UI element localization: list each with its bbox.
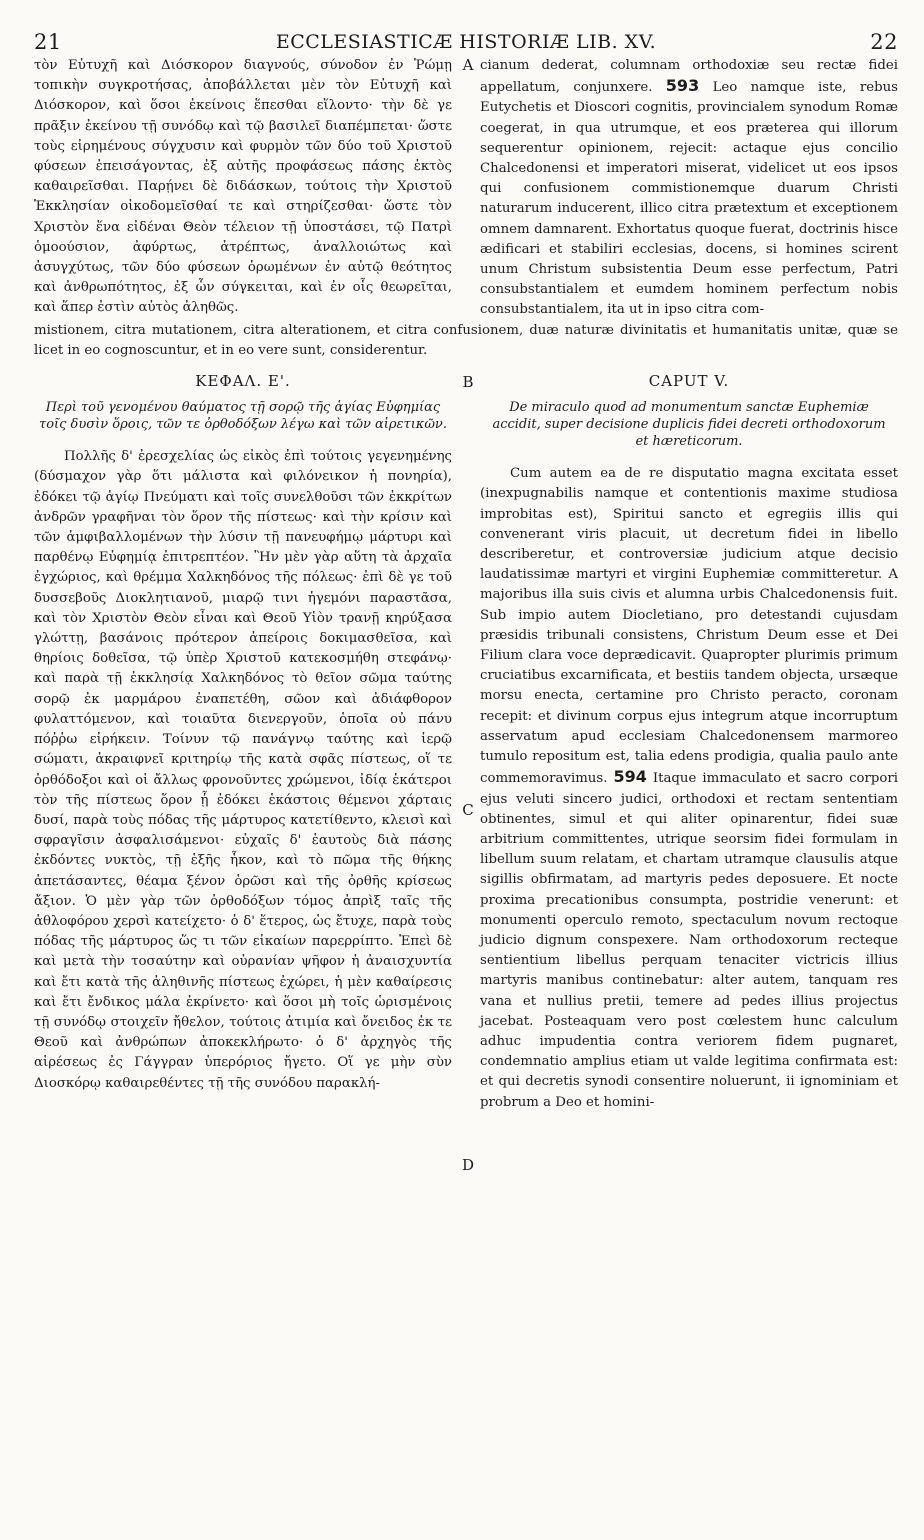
margin-letter-c: C <box>462 801 474 820</box>
page-number-left: 21 <box>34 30 62 54</box>
greek-text-top: τὸν Εὐτυχῆ καὶ Διόσκορον διαγνούς, σύνοδον ἐν Ῥώμῃ τοπικὴν συγκροτήσας, ἀποβάλλεται μὲν τὸν Εὐτυχῆ καὶ Διόσκορον, καὶ ὅσοι ἐκείνοις ἕπεσθαι εἵλοντο· τὴν δὲ γε πρᾶξιν ἐκείνου τῇ συνόδῳ καὶ τῷ βασιλεῖ διαπέμπεται· ὥστε τοὺς εἰρημένους σύγχυσιν καὶ φυρμὸν τῶν δύο τοῦ Χριστοῦ φύσεων ἐπεισάγοντας, ἐξ αὐτῆς προφάσεως πάσης ἐκτὸς καθαιρεῖσθαι. Παρῄνει δὲ διδάσκων, τούτοις τὴν Χριστοῦ Ἐκκλησίαν οἰκοδομεῖσθαί τε καὶ στηρίζεσθαι· ὥστε τὸν Χριστὸν ἕνα εἰδέναι Θεὸν τέλειον τῇ ὑποστάσει, τῷ Πατρὶ ὁμοούσιον, ἀφύρτως, ἀτρέπτως, ἀναλλοιώτως καὶ ἀσυγχύτως, τῶν δύο φύσεων ὁρωμένων ἐν αὐτῷ θεότητος καὶ ἀνθρωπότητος, ἐξ ὧν σύγκειται, καὶ ἐν οἷς θεωρεῖται, καὶ ἅπερ ἐστὶν αὐτὸς ἀληθῶς. <box>34 58 452 316</box>
latin-column-chapter <box>464 361 898 1113</box>
latin-chapter-text-2: Itaque immaculato et sacro corpori ejus veluti sincero judici, orthodoxi et rectam sententiam obtinentes, simul et qui aliter opinarentur, fidei suæ arbitrium committentes, utrique seorsim fidei formulam in libellum suum relatam, et chartam utramque clausulis atque sigillis obfirmatam, ad martyris pedes deposuere. Et nocte proxima precationibus consumpta, postridie venerunt: et monumenti operculo remoto, spectaculum novum rectoque judicio dignum conspexere. Nam orthodoxorum recteque sentientium libellus perquam tenaciter victricis illius martyris manibus continebatur: alter autem, tanquam res vana et nullius pretii, temere ad pedes illius projectus jacebat. Posteaquam vero post cœlestem hunc calculum adhuc impudentia contra veriorem fidem pugnaret, condemnatio amplius etiam ut valde legitima confirmata est: et qui decretis synodi consentire noluerunt, ii ignominiam et probrum a Deo et homini- <box>480 771 898 1110</box>
top-columns <box>34 56 898 321</box>
full-width-text <box>34 321 898 361</box>
latin-paragraph-top <box>480 56 898 321</box>
greek-chapter-subtitle: Περὶ τοῦ γενομένου θαύματος τῇ σορῷ τῆς ἁγίας Εὐφημίας τοῖς δυσὶν ὅροις, τῶν τε ὀρθοδόξων λέγω καὶ τῶν αἱρετικῶν. <box>39 400 447 433</box>
latin-text-top-1: cianum dederat, columnam orthodoxiæ seu rectæ fidei appellatum, conjunxere. <box>480 58 898 96</box>
latin-column-top <box>464 56 898 321</box>
greek-chapter-text: Πολλῆς δ' ἐρεσχελίας ὡς εἰκὸς ἐπὶ τούτοις γεγενημένης (δύσμαχον γὰρ ὅτι μάλιστα καὶ φιλόνεικον ἡ πονηρία), ἐδόκει τῷ ἁγίῳ Πνεύματι καὶ τοῖς συνελθοῦσι τῶν ἐκκρίτων ἀνδρῶν γραφῆναι τὸν ὅρον τῆς πίστεως· καὶ τὴν κρίσιν καὶ τῶν ἀμφιβαλλομένων τὴν λύσιν τῇ πανευφήμῳ μάρτυρι καὶ παρθένῳ Εὐφημίᾳ ἐπιτρεπτέον. Ἣν μὲν γὰρ αὕτη τὰ ἀρχαῖα ἐγχώριος, καὶ θρέμμα Χαλκηδόνος τῆς πόλεως· ἐπὶ δὲ γε τοῦ δυσσεβοῦς Διοκλητιανοῦ, μιαρῷ τινι ἡγεμόνι παραστᾶσα, καὶ τὸν Χριστὸν Θεὸν εἶναι καὶ Θεοῦ Υἱὸν τρανῇ κηρύξασα γλώττῃ, βασάνοις πρότερον ἀπείροις δοκιμασθεῖσα, καὶ θηρίοις δοθεῖσα, τῷ ὑπὲρ Χριστοῦ κατεκοσμήθη στεφάνῳ· καὶ παρὰ τῇ ἐκκλησίᾳ Χαλκηδόνος τὸ θεῖον σῶμα ταύτης σορῷ ἐκ μαρμάρου ἐναπετέθη, σῶον καὶ ἀδιάφθορον φυλαττόμενον, καὶ τοιαῦτα διενεργοῦν, ὁποῖα οὐ πάνυ πόῤῥω εἰρήκειν. Τοίνυν τῷ πανάγνῳ ταύτης καὶ ἱερῷ σώματι, ἀκραιφνεῖ κριτηρίῳ τῆς κατὰ σφᾶς πίστεως, οἵ τε ὀρθόδοξοι καὶ οἱ ἄλλως φρονοῦντες χρώμενοι, ἰδίᾳ ἑκάτεροι τὸν τῆς πίστεως ὅρον ᾗ ἐδόκει ἑκάστοις θέμενοι χάρταις δυσί, παρὰ τοὺς πόδας τῆς μάρτυρος κατετίθεντο, κλεισὶ καὶ σφραγῖσιν ἀσφαλισάμενοι· εὐχαῖς δ' ἑαυτοὺς διὰ πάσης ἐκδόντες νυκτὸς, τῇ ἑξῆς ἧκον, καὶ τὸ πῶμα τῆς θήκης ἀπετάσαντες, θέαμα ξένον ὁρῶσι καὶ τῆς ὀρθῆς κρίσεως ἄξιον. Ὁ μὲν γὰρ τῶν ὀρθοδόξων τόμος ἀπρὶξ ταῖς τῆς ἀθλοφόρου χερσὶ κατείχετο· ὁ δ' ἕτερος, ὡς ἔτυχε, παρὰ τοὺς πόδας τῆς μάρτυρος ὥς τι τῶν εἰκαίων παρερρίπτο. Ἐπεὶ δὲ καὶ μετὰ τὴν τοσαύτην καὶ οὐρανίαν ψῆφον ἡ ἀναισχυντία καὶ ἔτι κατὰ τῆς ἀληθινῆς πίστεως ἐχώρει, ἡ μὲν καθαίρεσις καὶ ἔτι ἔνδικος μάλα ἐκρίνετο· καὶ ὅσοι μὴ τοῖς ὡρισμένοις τῇ συνόδῳ στοιχεῖν ἤθελον, τούτοις ἀτιμία καὶ ὄνειδος ἐκ τε Θεοῦ καὶ ἀνθρώπων ἀποκεκλήρωτο· ὁ δ' ἀρχηγὸς τῆς αἱρέσεως ἐς Γάγγραν ὑπερόριος ἤγετο. Οἵ γε μὴν σὺν Διοσκόρῳ καθαιρεθέντες τῇ τῆς συνόδου παρακλή- <box>34 449 452 1091</box>
chapter-columns <box>34 361 898 1175</box>
latin-text-top-2: Leo namque iste, rebus Eutychetis et Dioscori cognitis, provincialem synodum Romæ coegerat, in qua utrumque, et eos præterea qui illorum sequerentur opinionem, rejecit: actaque ejus concilio Chalcedonensi et imperatori miserat, videlicet ut eos ipsos qui confusionem commistionemque duarum Christi naturarum inducerent, illico citra prætextum et exceptionem omnem damnarent. Exhortatus quoque fuerat, doctrinis hisce ædificari et stabiliri ecclesias, docens, si homines scirent unum Christum subsistentia Deum esse perfectum, Patri consubstantialem et eumdem hominem perfectum nobis consubstantialem, ita ut in ipso citra com- <box>480 80 898 318</box>
running-title: ECCLESIASTICÆ HISTORIÆ LIB. XV. <box>275 31 657 53</box>
latin-chapter-paragraph <box>480 464 898 1113</box>
margin-letter-a: A <box>462 56 474 74</box>
greek-column-chapter <box>34 361 464 1113</box>
greek-column-top <box>34 56 464 321</box>
latin-chapter-text-1: Cum autem ea de re disputatio magna excitata esset (inexpugnabilis namque et contentionis maxime studiosa improbitas est), Spiritui sancto et egregiis illis qui convenerant viris placuit, ut decretum fidei in libello describeretur, et controversiæ judicium atque decisio laudatissimæ martyri et virgini Euphemiæ committeretur. A majoribus illa suis civis et alumna urbis Chalcedonensis fuit. Sub impio autem Diocletiano, pro detestandi cujusdam præsidis tribunali consistens, Christum Deum esse et Dei Filium clara voce deprædicavit. Quapropter plurimis primum cruciatibus excarnificata, et bestiis tandem objecta, ursæque morsu enecta, certamine pro Christo peracto, coronam recepit: et divinum corpus ejus integrum atque incorruptum asservatum apud ecclesiam Chalcedonensem marmoreo tumulo repositum est, talia edens prodigia, qualia paulo ante commemoravimus. <box>480 466 898 787</box>
margin-letter-b: B <box>462 373 474 392</box>
running-head <box>34 30 898 56</box>
page-number-right: 22 <box>870 30 898 54</box>
latin-chapter-subtitle: De miraculo quod ad monumentum sanctæ Euphemiæ accidit, super decisione duplicis fidei decreti orthodoxorum et hæreticorum. <box>492 400 886 450</box>
greek-chapter-heading: ΚΕΦΑΛ. Ε'. <box>195 372 291 391</box>
marginal-number-593: 593 <box>665 76 700 96</box>
latin-chapter-heading: CAPUT V. <box>648 372 730 391</box>
marginal-number-594: 594 <box>613 767 647 787</box>
full-width-paragraph: mistionem, citra mutationem, citra alterationem, et citra confusionem, duæ naturæ divinitatis et humanitatis unitæ, quæ se licet in eo cognoscuntur, et in eo vere sunt, considerentur. <box>34 322 898 358</box>
margin-letter-d: D <box>461 1156 475 1175</box>
